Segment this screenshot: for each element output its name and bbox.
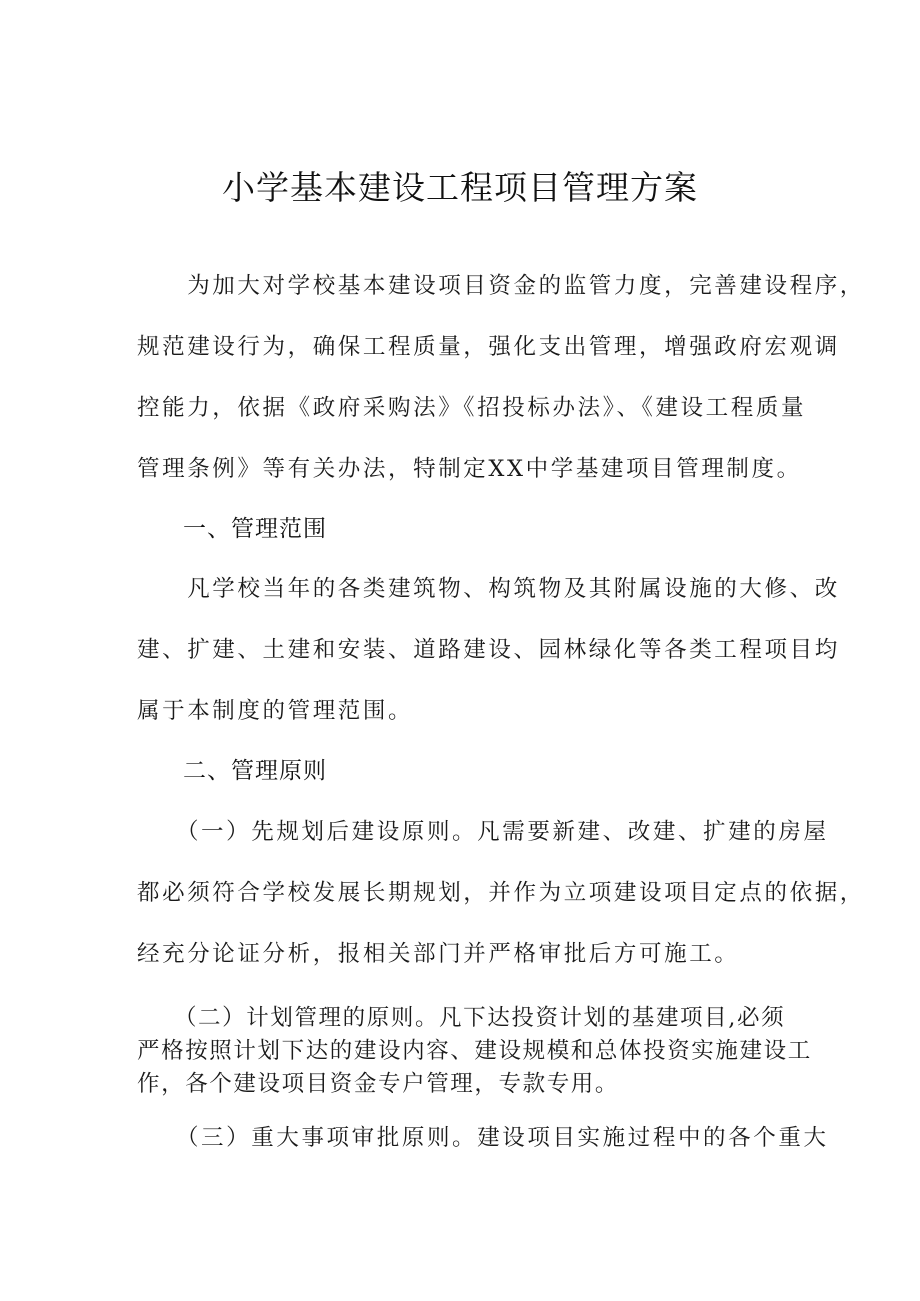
- principle-one-paragraph: [137, 802, 865, 985]
- paragraph-line: 建、扩建、土建和安装、道路建设、园林绿化等各类工程项目均: [137, 637, 840, 663]
- paragraph-line: （三）重大事项审批原则。建设项目实施过程中的各个重大: [137, 1125, 829, 1151]
- section-heading-principles: 二、管理原则: [183, 758, 327, 784]
- paragraph-line: 凡学校当年的各类建筑物、构筑物及其附属设施的大修、改: [137, 576, 840, 602]
- paragraph-line: 为加大对学校基本建设项目资金的监管力度，完善建设程序，: [137, 273, 865, 299]
- document-title: 小学基本建设工程项目管理方案: [222, 168, 698, 207]
- paragraph-line: 管理条例》等有关办法，特制定XX中学基建项目管理制度。: [137, 456, 802, 482]
- paragraph-line: 控能力，依据《政府采购法》《招投标办法》、《建设工程质量: [137, 395, 807, 421]
- paragraph-line: 严格按照计划下达的建设内容、建设规模和总体投资实施建设工: [137, 1038, 812, 1064]
- intro-paragraph: [137, 256, 865, 500]
- section-heading-scope: 一、管理范围: [183, 516, 327, 542]
- paragraph-line: （二）计划管理的原则。凡下达投资计划的基建项目,必须: [137, 1005, 786, 1031]
- paragraph-line: 作，各个建设项目资金专户管理，专款专用。: [137, 1071, 620, 1097]
- paragraph-line: 都必须符合学校发展长期规划，并作为立项建设项目定点的依据，: [137, 880, 865, 906]
- principle-three-paragraph: [137, 1108, 829, 1169]
- principle-two-paragraph: [137, 1002, 812, 1101]
- scope-paragraph: [137, 559, 840, 742]
- paragraph-line: （一）先规划后建设原则。凡需要新建、改建、扩建的房屋: [137, 819, 829, 845]
- paragraph-line: 属于本制度的管理范围。: [137, 698, 414, 724]
- paragraph-line: 规范建设行为，确保工程质量，强化支出管理，增强政府宏观调: [137, 334, 840, 360]
- paragraph-line: 经充分论证分析，报相关部门并严格审批后方可施工。: [137, 941, 740, 967]
